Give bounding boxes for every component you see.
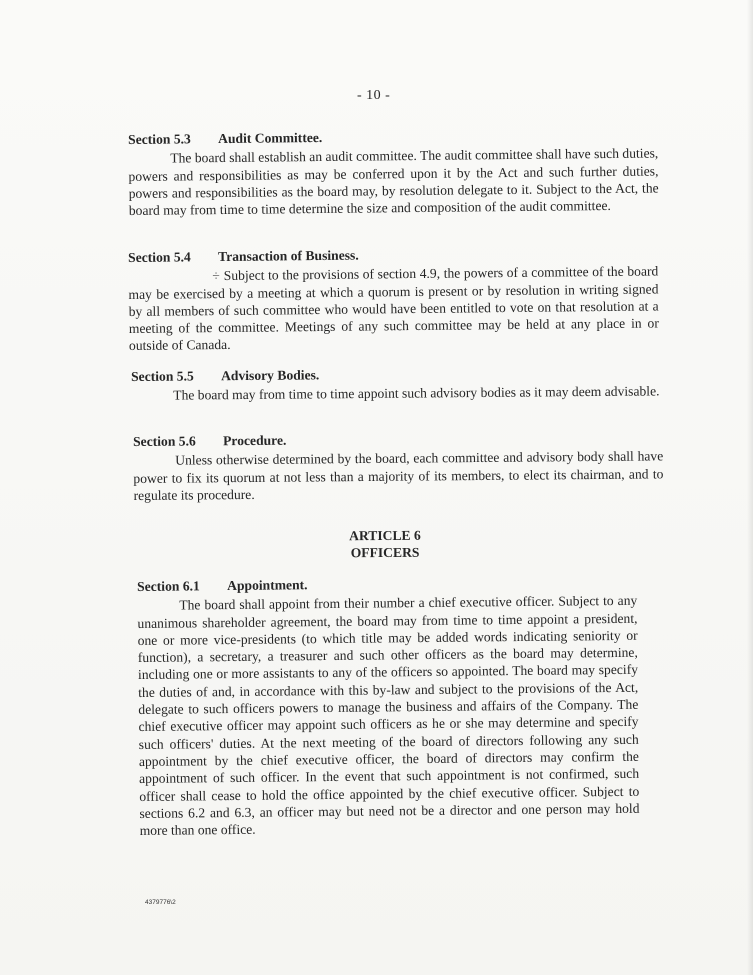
section-5-3	[128, 125, 659, 219]
section-title: Audit Committee.	[218, 129, 323, 147]
scan-edge-shadow	[747, 0, 753, 975]
section-title: Appointment.	[227, 577, 308, 594]
section-body: The board shall establish an audit committee. The audit committee shall have such duties, powers and responsibilities as may be conferred upon it by the Act and such further duties, powers and responsibilities as the board may, by resolution delegate to it. Subject to the Act, the board may from time to time determine the size and composition of the audit committee.	[128, 145, 659, 219]
margin-mark: ÷	[212, 268, 220, 284]
page-number: - 10 -	[357, 88, 391, 103]
section-5-4	[128, 243, 659, 354]
document-reference: 4379776\2	[145, 899, 176, 906]
section-5-6	[133, 428, 664, 504]
section-number: Section 5.3	[128, 131, 191, 147]
section-title: Procedure.	[223, 432, 287, 449]
section-body: Unless otherwise determined by the board, each committee and advisory body shall have power to fix its quorum at not less than a majority of its members, to elect its chairman, and to regulate its procedure.	[133, 448, 664, 503]
section-title: Advisory Bodies.	[221, 367, 320, 384]
section-body: The board shall appoint from their number a chief executive officer. Subject to any unanimous shareholder agreement, the board may from time to time appoint a president, one or more vice-presidents (to which title may be added words indicating seniority or function), a secretary, a treasurer and such other officers as the board may determine, including one or more assistants to any of the officers so appointed. The board may specify the duties of and, in accordance with this by-law and subject to the provisions of the Act, delegate to such officers powers to manage the business and affairs of the Company. The chief executive officer may appoint such officers as he or she may determine and specify such officers' duties. At the next meeting of the board of directors following any such appointment by the chief executive officer, the board of directors may confirm the appointment of such officer. In the event that such appointment is not confirmed, such officer shall cease to hold the office appointed by the chief executive officer. Subject to sections 6.2 and 6.3, an officer may but need not be a director and one person may hold more than one office.	[137, 593, 640, 839]
section-heading	[133, 428, 663, 450]
section-number: Section 5.6	[133, 433, 196, 449]
section-body	[128, 263, 659, 355]
section-number: Section 6.1	[137, 578, 200, 594]
article-number: ARTICLE 6	[349, 527, 421, 544]
section-body: The board may from time to time appoint such advisory bodies as it may deem advisable.	[173, 383, 660, 403]
section-heading	[131, 363, 661, 385]
section-title: Transaction of Business.	[218, 247, 359, 265]
article-title: OFFICERS	[350, 544, 420, 561]
section-5-5	[131, 363, 661, 404]
section-number: Section 5.5	[131, 368, 194, 384]
section-body-text: Subject to the provisions of section 4.9, the powers of a committee of the board may be exercised by a meeting at which a quorum is present or by resolution in writing signed by all members of such committee who would have been entitled to vote on that resolution at a meeting of the committee. Meetings of any such committee may be held at any place in or outside of Canada.	[128, 263, 659, 354]
section-number: Section 5.4	[128, 249, 191, 265]
section-6-1	[137, 573, 640, 840]
article-heading	[300, 526, 470, 561]
